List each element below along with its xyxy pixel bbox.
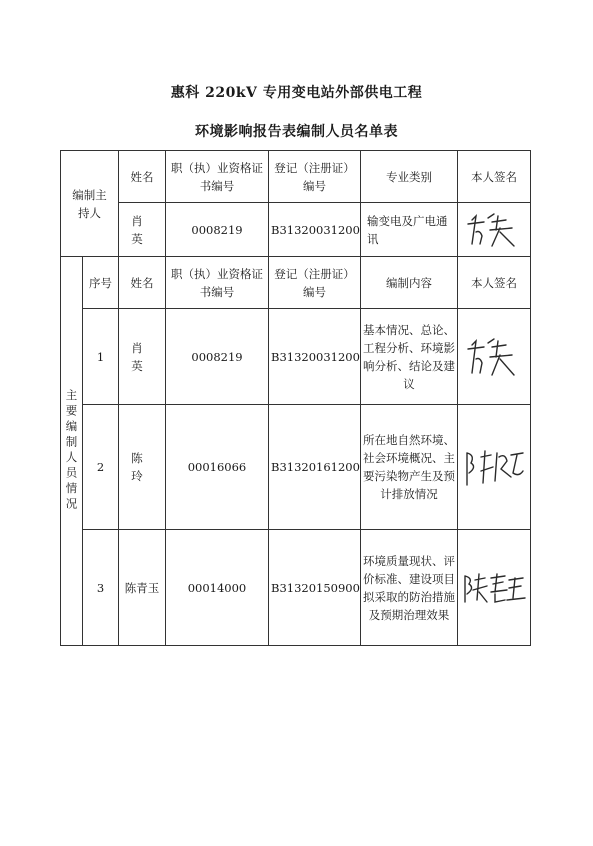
signature-xiao-ying bbox=[464, 210, 524, 250]
header-name: 姓名 bbox=[119, 151, 166, 203]
staff-section-label: 主要编制人员情况 bbox=[61, 257, 83, 646]
row-index: 3 bbox=[83, 530, 119, 646]
row-name: 肖 英 bbox=[119, 309, 166, 405]
header-reg: 登记（注册证）编号 bbox=[269, 257, 361, 309]
host-name: 肖 英 bbox=[119, 203, 166, 257]
row-name: 陈 玲 bbox=[119, 405, 166, 530]
host-reg: B31320031200 bbox=[269, 203, 361, 257]
row-index: 1 bbox=[83, 309, 119, 405]
row-index: 2 bbox=[83, 405, 119, 530]
row-reg: B31320150900 bbox=[269, 530, 361, 646]
table-row bbox=[61, 309, 531, 405]
host-section-label: 编制主持人 bbox=[61, 151, 119, 257]
header-cert: 职（执）业资格证书编号 bbox=[166, 257, 269, 309]
row-reg: B31320161200 bbox=[269, 405, 361, 530]
header-reg: 登记（注册证）编号 bbox=[269, 151, 361, 203]
header-name: 姓名 bbox=[119, 257, 166, 309]
header-cert: 职（执）业资格证书编号 bbox=[166, 151, 269, 203]
row-cert: 00014000 bbox=[166, 530, 269, 646]
host-signature bbox=[458, 203, 531, 257]
host-specialty: 输变电及广电通讯 bbox=[361, 203, 458, 257]
document-title: 惠科 220kV 专用变电站外部供电工程 bbox=[170, 85, 423, 101]
host-row bbox=[61, 203, 531, 257]
row-signature bbox=[458, 405, 531, 530]
signature-chen-qingyu bbox=[461, 570, 527, 606]
row-name: 陈青玉 bbox=[119, 530, 166, 646]
staff-header-row bbox=[61, 257, 531, 309]
host-header-row bbox=[61, 151, 531, 203]
row-reg: B31320031200 bbox=[269, 309, 361, 405]
table-row bbox=[61, 530, 531, 646]
row-content: 环境质量现状、评价标准、建设项目拟采取的防治措施及预期治理效果 bbox=[361, 530, 458, 646]
header-signature: 本人签名 bbox=[458, 151, 531, 203]
row-cert: 00016066 bbox=[166, 405, 269, 530]
staff-roster-table bbox=[60, 150, 531, 646]
header-index: 序号 bbox=[83, 257, 119, 309]
signature-chen-ling bbox=[461, 443, 527, 491]
row-content: 所在地自然环境、社会环境概况、主要污染物产生及预计排放情况 bbox=[361, 405, 458, 530]
document-subtitle: 环境影响报告表编制人员名单表 bbox=[195, 124, 398, 140]
row-signature bbox=[458, 530, 531, 646]
header-content: 编制内容 bbox=[361, 257, 458, 309]
table-row bbox=[61, 405, 531, 530]
header-signature: 本人签名 bbox=[458, 257, 531, 309]
row-signature bbox=[458, 309, 531, 405]
header-specialty: 专业类别 bbox=[361, 151, 458, 203]
row-cert: 0008219 bbox=[166, 309, 269, 405]
host-cert: 0008219 bbox=[166, 203, 269, 257]
row-content: 基本情况、总论、工程分析、环境影响分析、结论及建议 bbox=[361, 309, 458, 405]
signature-xiao-ying bbox=[464, 335, 524, 379]
